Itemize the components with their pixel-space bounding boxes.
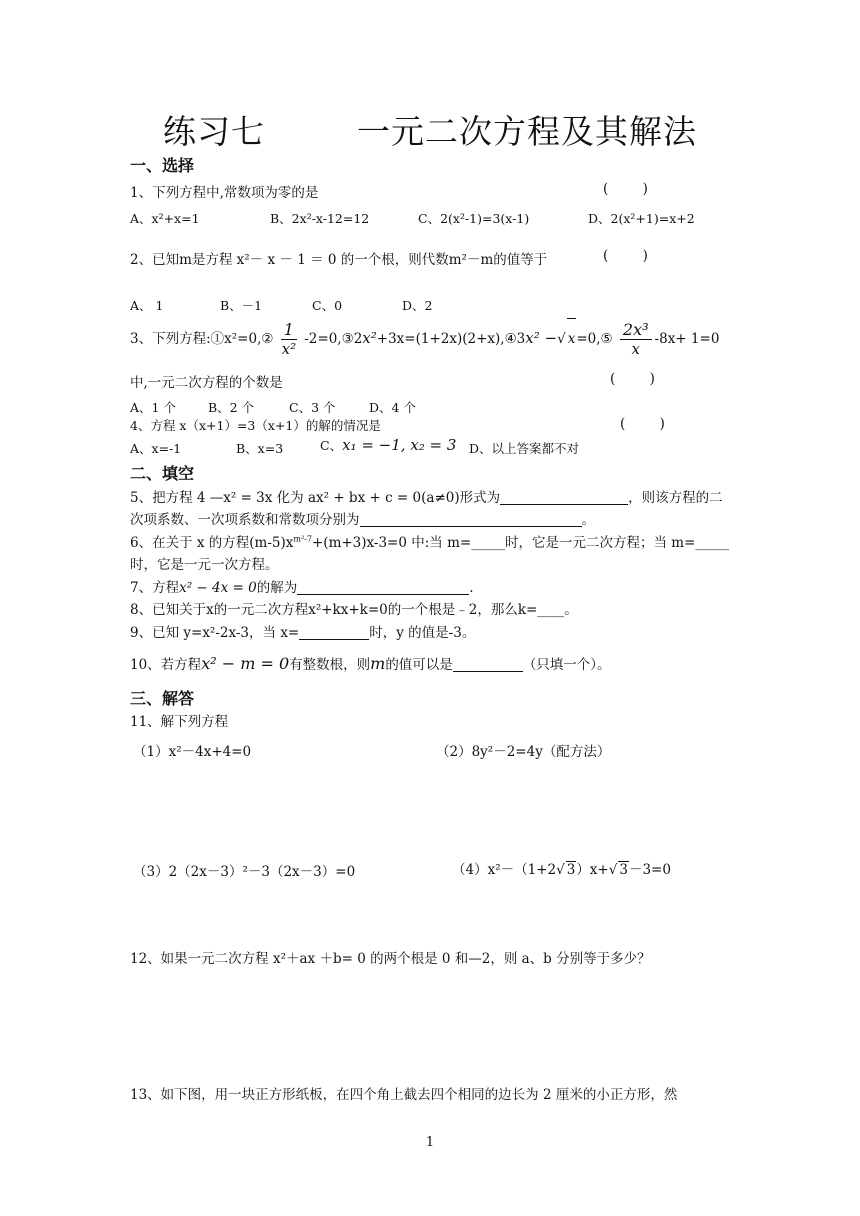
q3-fraction-1	[281, 321, 297, 358]
q1-answer-paren: ( )	[603, 181, 648, 197]
q3-option-d: D、4 个	[369, 400, 416, 415]
q2-option-c: C、0	[312, 298, 343, 313]
sqrt-symbol-icon: √	[608, 862, 618, 878]
q11-eq4-sqrt-1: 3	[566, 862, 576, 878]
q11-eq4-text-2: ）x+	[576, 862, 609, 878]
q1-option-b: B、2x²-x-12=12	[270, 211, 370, 226]
q3-frac1-den: x²	[281, 340, 297, 358]
q3-option-b: B、2 个	[208, 400, 255, 415]
q1-option-a: A、x²+x=1	[130, 211, 200, 226]
q6-text-1: 6、在关于 x 的方程(m-5)x	[130, 535, 294, 551]
q3-line2: 中,一元二次方程的个数是	[130, 375, 283, 391]
q5-blank-1[interactable]	[500, 490, 628, 505]
q5-blank-2[interactable]	[360, 512, 582, 527]
q2-option-d: D、2	[402, 298, 433, 313]
q4-option-c-math: x₁ = −1, x₂ = 3	[342, 436, 457, 454]
q9-line	[130, 621, 475, 641]
q10-variable-m: m	[370, 654, 386, 673]
q3-stem	[130, 318, 719, 359]
q9-blank[interactable]	[299, 625, 369, 640]
q5-text-4: 。	[581, 512, 595, 528]
page-title: 练习七 一元二次方程及其解法	[163, 112, 697, 151]
q11-eq2: （2）8y²－2=4y（配方法）	[436, 744, 611, 760]
q1-stem: 1、下列方程中,常数项为零的是	[130, 185, 319, 201]
q3-math-1: x²	[362, 329, 377, 347]
q11-eq1: （1）x²－4x+4=0	[133, 744, 252, 760]
q6-exponent: m²-7	[293, 534, 312, 544]
q10-math: x² − m = 0	[201, 654, 290, 673]
q11-eq4-text-3: －3=0	[628, 862, 671, 878]
section-heading-fill: 二、填空	[130, 464, 195, 483]
q3-sqrt-x: x	[567, 318, 577, 359]
q3-math-2: x² −	[525, 329, 558, 347]
q11-stem: 11、解下列方程	[130, 714, 229, 730]
q4-stem: 4、方程 x（x+1）=3（x+1）的解的情况是	[130, 418, 381, 433]
q3-answer-paren: ( )	[610, 371, 655, 387]
q7-blank[interactable]	[297, 580, 469, 595]
q5-text-3: 次项系数、一次项系数和常数项分别为	[130, 512, 360, 528]
q3-frac2-den: x	[631, 340, 640, 358]
q4-answer-paren: ( )	[620, 416, 665, 432]
q3-text-3: +3x=(1+2x)(2+x),④3	[376, 331, 526, 347]
q4-option-c-prefix: C、	[320, 438, 343, 453]
q7-text-1: 7、方程	[130, 580, 180, 596]
q10-text-3: 的值可以是	[385, 657, 453, 673]
q11-eq4-sqrt-2: 3	[619, 862, 628, 878]
q1-option-c: C、2(x²-1)=3(x-1)	[418, 211, 530, 226]
q1-option-d: D、2(x²+1)=x+2	[588, 211, 695, 226]
q2-option-a: A、 1	[130, 298, 164, 313]
q4-option-c	[320, 436, 456, 454]
q10-text-4: （只填一个）。	[522, 657, 611, 673]
q3-option-c: C、3 个	[289, 400, 336, 415]
q3-fraction-2	[620, 321, 652, 358]
q13-line: 13、如下图，用一块正方形纸板，在四个角上截去四个相同的边长为 2 厘米的小正方形，然	[130, 1087, 678, 1103]
q9-text-2: 时，y 的值是-3。	[369, 625, 476, 641]
q7-text-3: .	[469, 580, 474, 596]
q7-math: x² − 4x = 0	[179, 580, 257, 596]
section-heading-solve: 三、解答	[130, 689, 195, 708]
q2-stem: 2、已知m是方程 x²－ x － 1 ＝ 0 的一个根，则代数m²－m的值等于	[130, 252, 548, 268]
q3-text-4: =0,⑤	[576, 331, 613, 347]
q10-blank[interactable]	[453, 657, 523, 672]
q5-line1	[130, 486, 723, 506]
q6-line2: 时，它是一元一次方程。	[130, 557, 279, 573]
q6-text-2: +(m+3)x-3=0 中:当 m=_____时，它是一元二次方程；当 m=_____	[311, 535, 730, 551]
q5-line2	[130, 508, 595, 528]
page-number: 1	[425, 1135, 435, 1150]
sqrt-symbol-icon: √	[556, 862, 565, 878]
q4-option-d: D、以上答案都不对	[469, 441, 580, 456]
q7-text-2: 的解为	[256, 580, 298, 596]
q12-line: 12、如果一元二次方程 x²＋ax ＋b= 0 的两个根是 0 和—2，则 a、b 分别等于多少？	[130, 951, 651, 967]
q3-frac2-num: 2x³	[620, 321, 652, 340]
q3-text-5: -8x+ 1=0	[654, 331, 720, 347]
q4-option-a: A、x=-1	[130, 441, 182, 456]
q3-frac1-num: 1	[281, 321, 297, 340]
q3-option-a: A、1 个	[130, 400, 176, 415]
q9-text-1: 9、已知 y=x²-2x-3，当 x=	[130, 625, 300, 641]
q11-eq3: （3）2（2x－3）²－3（2x－3）=0	[133, 864, 356, 880]
q8-line: 8、已知关于x的一元二次方程x²+kx+k=0的一个根是﹣2，那么k=____。	[130, 602, 578, 618]
q10-text-2: 有整数根，则	[289, 657, 371, 673]
section-heading-choice: 一、选择	[130, 156, 195, 175]
q2-option-b: B、－1	[220, 298, 263, 313]
q4-option-b: B、x=3	[236, 441, 284, 456]
q7-line	[130, 576, 474, 596]
q11-eq4	[452, 858, 671, 878]
q10-line	[130, 653, 611, 673]
sqrt-symbol-icon: √	[557, 331, 566, 347]
q11-eq4-text-1: （4）x²－（1+2	[452, 862, 557, 878]
q2-answer-paren: ( )	[603, 248, 648, 264]
q5-text-1: 5、把方程 4 —x² = 3x 化为 ax² + bx + c = 0(a≠0)形式为	[130, 490, 501, 506]
q6-line1	[130, 531, 729, 551]
q5-text-2: ，则该方程的二	[628, 490, 723, 506]
q10-text-1: 10、若方程	[130, 657, 202, 673]
q3-text-2: -2=0,③2	[304, 331, 363, 347]
q3-text-1: 3、下列方程:①x²=0,②	[130, 331, 274, 347]
